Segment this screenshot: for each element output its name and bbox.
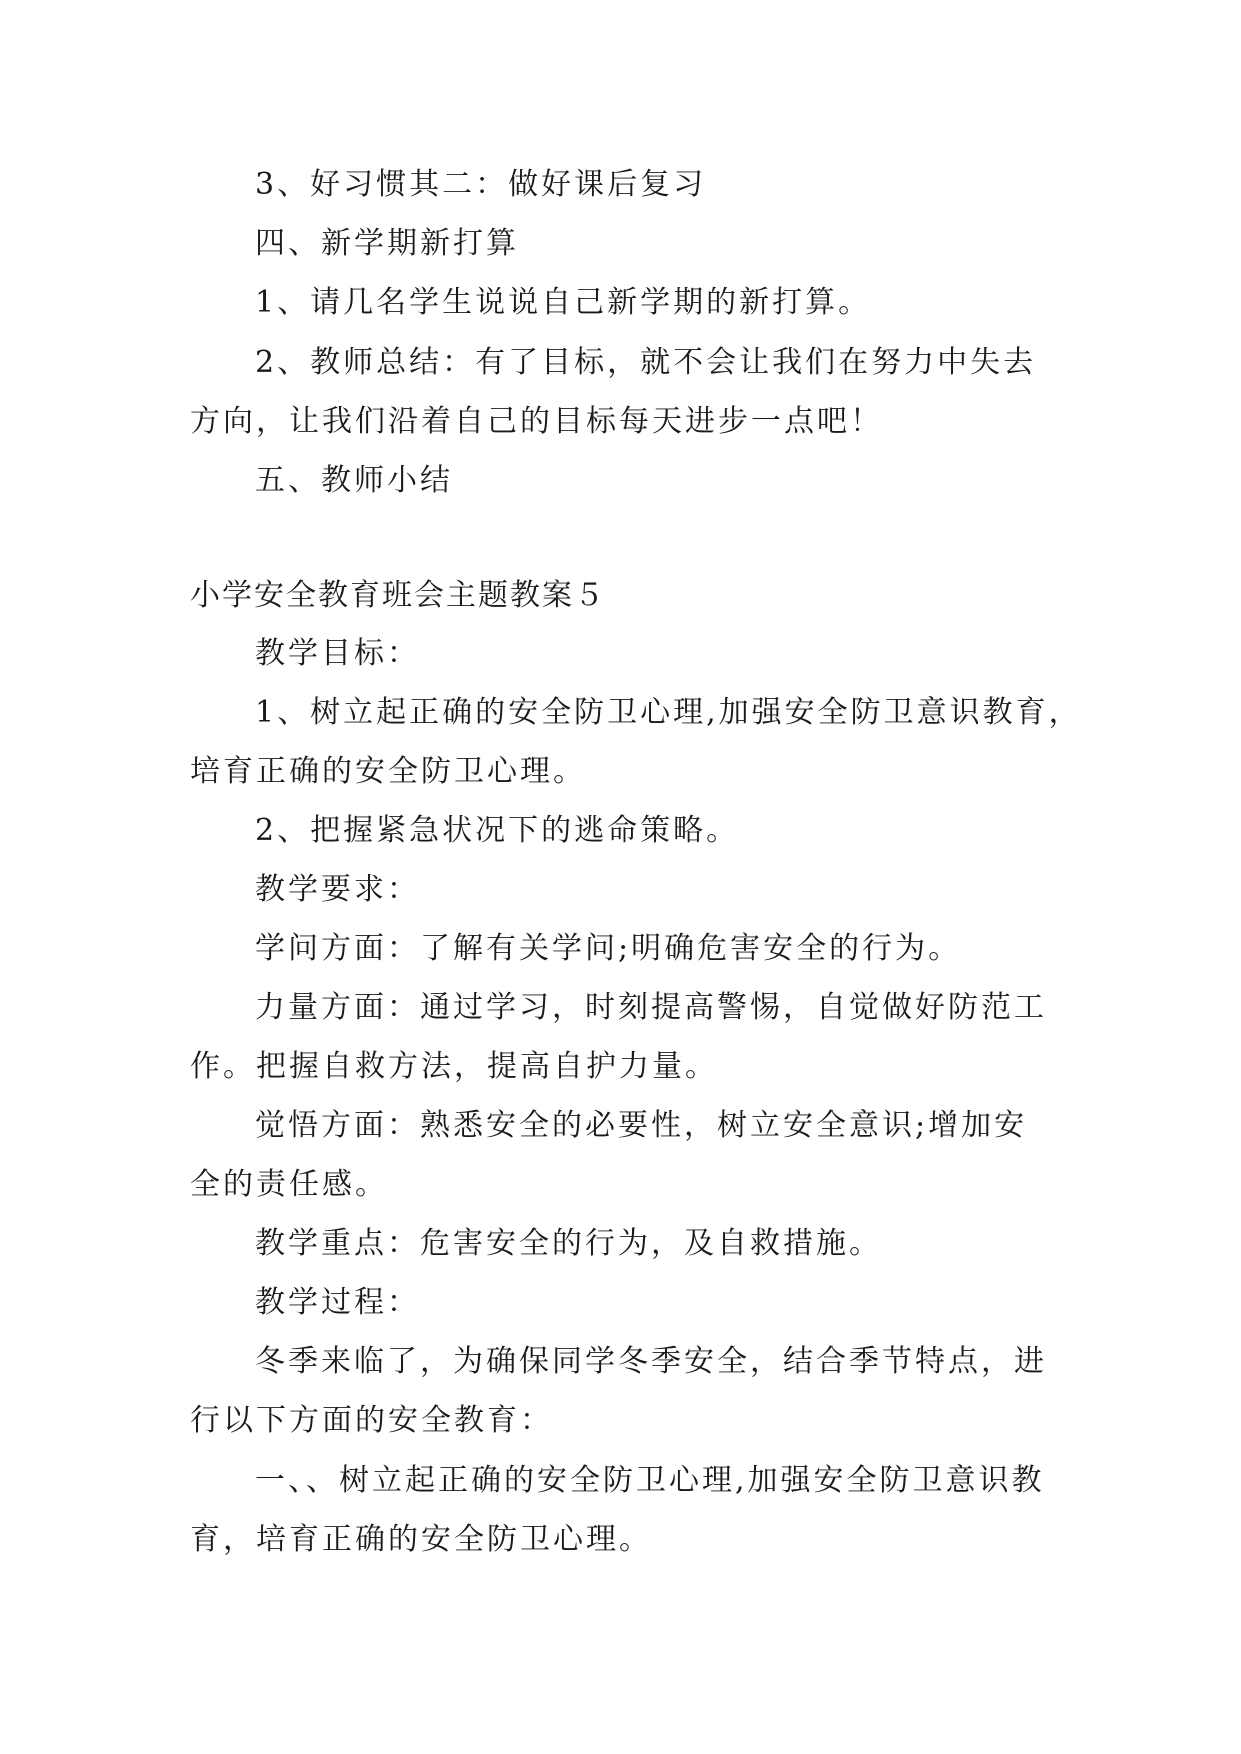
text-line: 作。把握自救方法，提高自护力量。 xyxy=(190,1049,718,1084)
text-line: 觉悟方面：熟悉安全的必要性，树立安全意识;增加安 xyxy=(255,1108,1028,1143)
text-line: 教学要求： xyxy=(255,872,420,907)
text-line: 行以下方面的安全教育： xyxy=(190,1403,553,1438)
text-line: 全的责任感。 xyxy=(190,1167,388,1202)
text-line: 教学过程： xyxy=(255,1285,420,1320)
text-line: 育，培育正确的安全防卫心理。 xyxy=(190,1522,652,1557)
text-line: 培育正确的安全防卫心理。 xyxy=(190,754,586,789)
text-line: 学问方面：了解有关学问;明确危害安全的行为。 xyxy=(255,931,962,966)
text-line: 四、新学期新打算 xyxy=(255,226,519,261)
text-line: 1、请几名学生说说自己新学期的新打算。 xyxy=(255,285,872,320)
section-heading: 小学安全教育班会主题教案５ xyxy=(190,578,606,613)
text-line: 五、教师小结 xyxy=(255,463,453,498)
text-line: 2、把握紧急状况下的逃命策略。 xyxy=(255,813,740,848)
text-line: 冬季来临了，为确保同学冬季安全，结合季节特点，进 xyxy=(255,1344,1047,1379)
text-line: 1、树立起正确的安全防卫心理,加强安全防卫意识教育， xyxy=(255,695,1082,730)
text-line: 教学重点：危害安全的行为，及自救措施。 xyxy=(255,1226,882,1261)
text-line: 3、好习惯其二：做好课后复习 xyxy=(255,167,707,202)
text-line: 一、、树立起正确的安全防卫心理,加强安全防卫意识教 xyxy=(255,1463,1045,1498)
text-line: 2、教师总结：有了目标，就不会让我们在努力中失去 xyxy=(255,345,1037,380)
text-line: 教学目标： xyxy=(255,636,420,671)
text-line: 方向，让我们沿着自己的目标每天进步一点吧！ xyxy=(190,404,883,439)
text-line: 力量方面：通过学习，时刻提高警惕，自觉做好防范工 xyxy=(255,990,1047,1025)
